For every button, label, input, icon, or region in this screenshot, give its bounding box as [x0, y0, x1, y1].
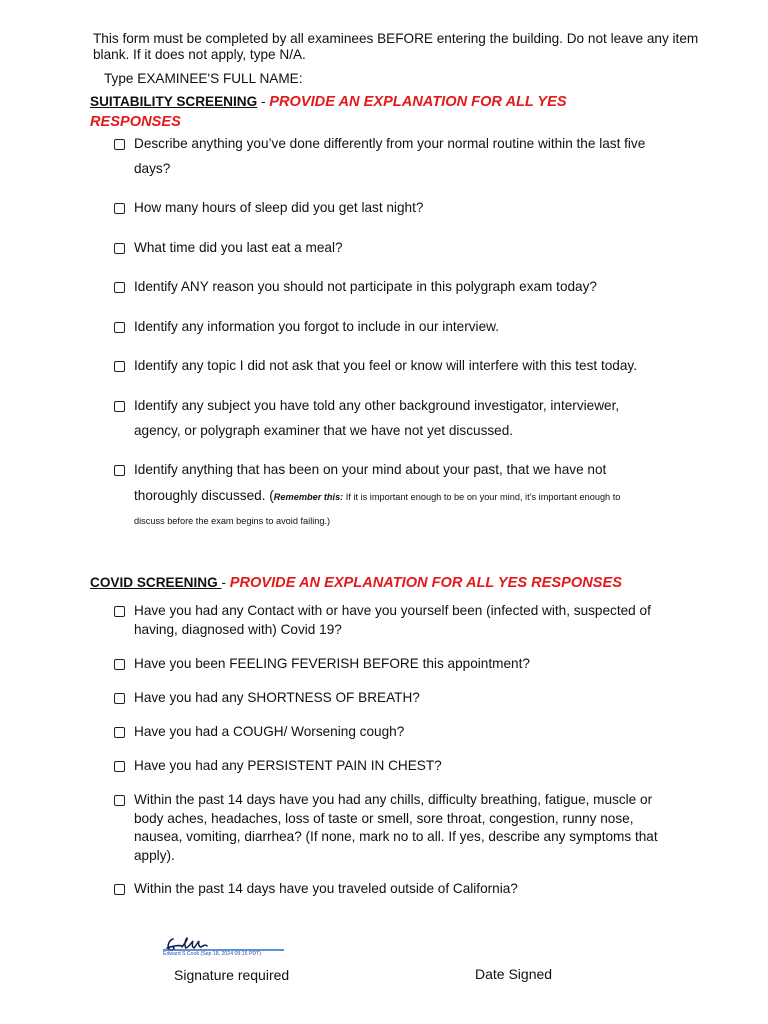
question-text-continued: agency, or polygraph examiner that we have not yet discussed. [134, 423, 514, 438]
question-text: Identify any topic I did not ask that you feel or know will interfere with this test today. [134, 358, 637, 373]
remember-label: Remember this: [273, 492, 344, 502]
checkbox[interactable] [114, 243, 125, 254]
signature-label: Signature required [174, 967, 290, 983]
checkbox[interactable] [114, 361, 125, 372]
suitability-question-forgot-info [114, 320, 694, 337]
question-text-continued: days? [134, 161, 171, 176]
question-text: What time did you last eat a meal? [134, 240, 343, 255]
covid-dash: - [221, 575, 230, 590]
suitability-note-continued: RESPONSES [90, 114, 181, 130]
covid-question-feverish [114, 657, 694, 674]
checkbox[interactable] [114, 761, 125, 772]
question-text: Have you had a COUGH/ Worsening cough? [134, 724, 405, 739]
suitability-question-topic [114, 359, 694, 376]
question-text-continued: apply). [134, 847, 175, 863]
checkbox[interactable] [114, 606, 125, 617]
question-text: Have you had any Contact with or have you yourself been (infected with, suspected of [134, 603, 651, 618]
date-signed-label: Date Signed [475, 966, 553, 982]
checkbox[interactable] [114, 884, 125, 895]
suitability-question-mind [114, 463, 694, 531]
question-text: Have you had any SHORTNESS OF BREATH? [134, 690, 420, 705]
question-text: Have you had any PERSISTENT PAIN IN CHEST? [134, 758, 442, 773]
checkbox[interactable] [114, 795, 125, 806]
covid-question-symptoms [114, 793, 694, 865]
covid-heading [90, 573, 690, 593]
suitability-question-subject [114, 399, 694, 443]
remember-text-continued: discuss before the exam begins to avoid failing.) [134, 516, 331, 526]
checkbox[interactable] [114, 322, 125, 333]
checkbox[interactable] [114, 203, 125, 214]
suitability-heading [90, 92, 690, 132]
question-text: Identify any subject you have told any other background investigator, interviewer, [134, 398, 620, 413]
checkbox[interactable] [114, 401, 125, 412]
suitability-question-meal [114, 241, 694, 258]
checkbox[interactable] [114, 282, 125, 293]
question-text: Identify any information you forgot to include in our interview. [134, 319, 499, 334]
suitability-question-routine [114, 137, 694, 181]
checkbox[interactable] [114, 139, 125, 150]
question-text: Describe anything you’ve done differently from your normal routine within the last five [134, 136, 646, 151]
suitability-question-reason [114, 280, 694, 297]
question-text: How many hours of sleep did you get last night? [134, 200, 424, 215]
suitability-dash: - [257, 94, 270, 109]
covid-question-travel [114, 882, 694, 899]
checkbox[interactable] [114, 465, 125, 476]
checkbox[interactable] [114, 659, 125, 670]
question-text: Identify anything that has been on your mind about your past, that we have not [134, 462, 607, 477]
covid-title: COVID SCREENING [90, 575, 222, 590]
signer-caption: Edward S Cook (Sep 18, 2024 09:15 PDT) [163, 951, 262, 957]
form-instructions [93, 31, 733, 63]
question-text-continued: thoroughly discussed. ( [134, 488, 274, 503]
question-text: Within the past 14 days have you had any chills, difficulty breathing, fatigue, muscle or [134, 792, 653, 807]
suitability-note: PROVIDE AN EXPLANATION FOR ALL YES [269, 94, 567, 110]
suitability-title: SUITABILITY SCREENING [90, 94, 258, 109]
instructions-line-2: blank. If it does not apply, type N/A. [93, 47, 306, 62]
suitability-question-sleep [114, 201, 694, 218]
examinee-name-prompt: Type EXAMINEE'S FULL NAME: [104, 71, 303, 86]
covid-question-chest-pain [114, 759, 694, 776]
question-text: Identify ANY reason you should not participate in this polygraph exam today? [134, 279, 597, 294]
remember-text: If it is important enough to be on your mind, it’s important enough to [343, 492, 621, 502]
instructions-line-1: This form must be completed by all examinees BEFORE entering the building. Do not leave any item [93, 31, 699, 46]
checkbox[interactable] [114, 727, 125, 738]
question-text-continued: body aches, headaches, loss of taste or smell, sore throat, congestion, runny nose, [134, 810, 634, 826]
covid-question-cough [114, 725, 694, 742]
covid-question-breath [114, 691, 694, 708]
question-text: Have you been FEELING FEVERISH BEFORE this appointment? [134, 656, 530, 671]
question-text: Within the past 14 days have you traveled outside of California? [134, 881, 518, 896]
checkbox[interactable] [114, 693, 125, 704]
question-text-continued: nausea, vomiting, diarrhea? (If none, mark no to all. If yes, describe any symptoms that [134, 829, 658, 844]
covid-question-contact [114, 604, 694, 639]
covid-note: PROVIDE AN EXPLANATION FOR ALL YES RESPONSES [229, 575, 622, 591]
question-text-continued: having, diagnosed with) Covid 19? [134, 621, 342, 637]
